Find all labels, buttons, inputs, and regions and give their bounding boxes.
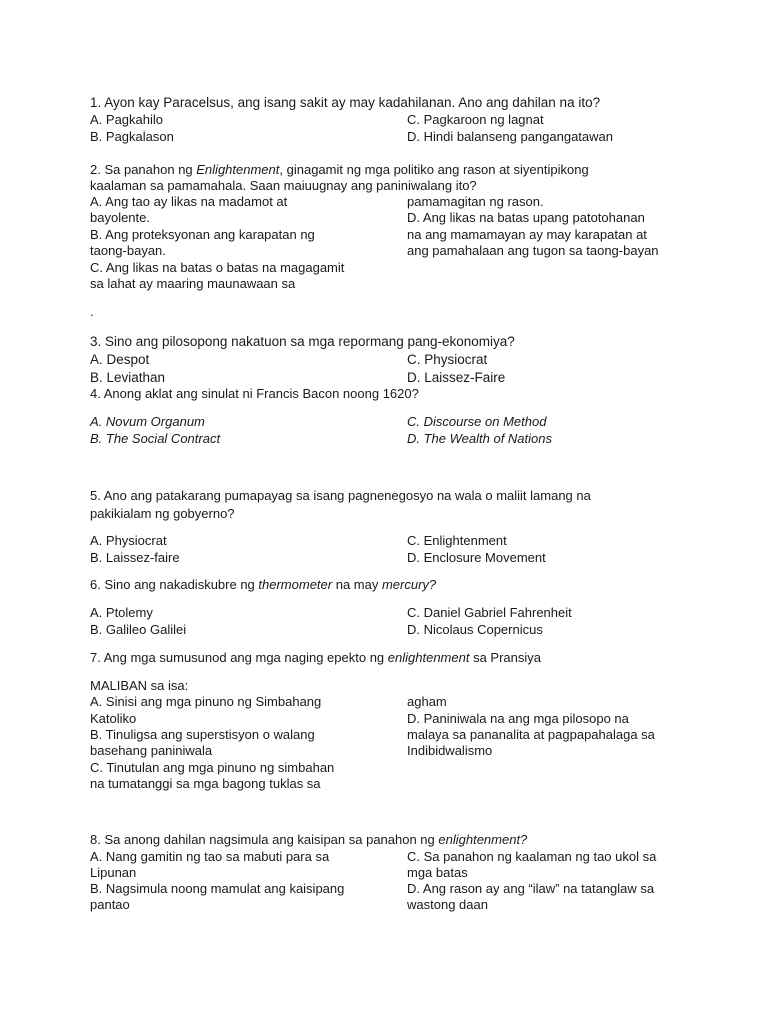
- q3-option-d: D. Laissez-Faire: [407, 370, 506, 385]
- q7-option-d-line3: Indibidwalismo: [407, 743, 493, 758]
- question-1-stem: 1. Ayon kay Paracelsus, ang isang sakit ay may kadahilanan. Ano ang dahilan na ito?: [90, 95, 601, 110]
- q7-stem-post: sa Pransiya: [469, 650, 541, 665]
- q2-option-c-line2: sa lahat ay maaring maunawaan sa: [90, 276, 296, 291]
- q1-option-a: A. Pagkahilo: [90, 112, 163, 127]
- q7-option-c-line2: na tumatanggi sa mga bagong tuklas sa: [90, 776, 321, 791]
- q7-stem-emphasis: enlightenment: [387, 650, 470, 665]
- q3-option-a: A. Despot: [90, 352, 150, 367]
- question-5-stem: 5. Ano ang patakarang pumapayag sa isang pagnenegosyo na wala o maliit lamang na: [90, 488, 591, 503]
- q6-option-b: B. Galileo Galilei: [90, 622, 187, 637]
- q1-option-d: D. Hindi balanseng pangangatawan: [407, 129, 613, 144]
- q7-option-b-line2: basehang paniniwala: [90, 743, 213, 758]
- q8-option-c-line2: mga batas: [407, 865, 468, 880]
- q7-option-a-line2: Katoliko: [90, 711, 137, 726]
- q2-stem-pre: 2. Sa panahon ng: [90, 162, 197, 177]
- q4-option-d: D. The Wealth of Nations: [407, 431, 552, 446]
- q5-option-a: A. Physiocrat: [90, 533, 167, 548]
- q2-stem-post: , ginagamit ng mga politiko ang rason at siyentipikong: [279, 162, 589, 177]
- q8-option-b-line1: B. Nagsimula noong mamulat ang kaisipang: [90, 881, 345, 896]
- question-6-stem: [90, 577, 436, 593]
- question-7-stem: [90, 650, 541, 666]
- q7-option-d-line1: D. Paniniwala na ang mga pilosopo na: [407, 711, 629, 726]
- q2-option-b-line1: B. Ang proteksyonan ang karapatan ng: [90, 227, 315, 242]
- q3-option-c: C. Physiocrat: [407, 352, 488, 367]
- question-4-stem: 4. Anong aklat ang sinulat ni Francis Bacon noong 1620?: [90, 386, 419, 401]
- q5-option-d: D. Enclosure Movement: [407, 550, 546, 565]
- q5-option-c: C. Enlightenment: [407, 533, 507, 548]
- q6-option-c: C. Daniel Gabriel Fahrenheit: [407, 605, 572, 620]
- q4-option-c: C. Discourse on Method: [407, 414, 547, 429]
- q6-stem-mid: na may: [332, 577, 382, 592]
- q2-option-c-line3: pamamagitan ng rason.: [407, 194, 544, 209]
- q2-option-b-line2: taong-bayan.: [90, 243, 166, 258]
- question-2-stem: [90, 162, 589, 178]
- question-8-stem: [90, 832, 527, 848]
- question-3-stem: 3. Sino ang pilosopong nakatuon sa mga repormang pang-ekonomiya?: [90, 334, 515, 349]
- q7-option-b-line1: B. Tinuligsa ang superstisyon o walang: [90, 727, 315, 742]
- q2-option-d-line1: D. Ang likas na batas upang patotohanan: [407, 210, 645, 225]
- q7-option-c-line1: C. Tinutulan ang mga pinuno ng simbahan: [90, 760, 335, 775]
- q8-option-d-line2: wastong daan: [407, 897, 488, 912]
- q8-stem-emphasis: enlightenment?: [438, 832, 528, 847]
- stray-period: .: [90, 304, 94, 319]
- q6-stem-emphasis-1: thermometer: [258, 577, 333, 592]
- q8-option-c-line1: C. Sa panahon ng kaalaman ng tao ukol sa: [407, 849, 657, 864]
- q6-stem-pre: 6. Sino ang nakadiskubre ng: [90, 577, 259, 592]
- q3-option-b: B. Leviathan: [90, 370, 166, 385]
- q2-option-a-line2: bayolente.: [90, 210, 150, 225]
- q7-stem-pre: 7. Ang mga sumusunod ang mga naging epekto ng: [90, 650, 388, 665]
- question-2-stem-line2: kaalaman sa pamamahala. Saan maiuugnay ang paniniwalang ito?: [90, 178, 477, 193]
- q2-option-d-line3: ang pamahalaan ang tugon sa taong-bayan: [407, 243, 659, 258]
- q4-option-b: B. The Social Contract: [90, 431, 221, 446]
- q8-option-a-line1: A. Nang gamitin ng tao sa mabuti para sa: [90, 849, 330, 864]
- q8-stem-pre: 8. Sa anong dahilan nagsimula ang kaisipan sa panahon ng: [90, 832, 439, 847]
- q1-option-b: B. Pagkalason: [90, 129, 174, 144]
- question-5-stem-line2: pakikialam ng gobyerno?: [90, 506, 235, 521]
- q6-stem-emphasis-2: mercury?: [381, 577, 437, 592]
- q4-option-a: A. Novum Organum: [90, 414, 205, 429]
- q7-option-c-line3: agham: [407, 694, 447, 709]
- q8-option-d-line1: D. Ang rason ay ang “ilaw” na tatanglaw sa: [407, 881, 655, 896]
- q6-option-d: D. Nicolaus Copernicus: [407, 622, 543, 637]
- q2-stem-emphasis: Enlightenment: [196, 162, 280, 177]
- q8-option-b-line2: pantao: [90, 897, 130, 912]
- q2-option-d-line2: na ang mamamayan ay may karapatan at: [407, 227, 647, 242]
- q6-option-a: A. Ptolemy: [90, 605, 153, 620]
- q8-option-a-line2: Lipunan: [90, 865, 137, 880]
- q7-option-a-line1: A. Sinisi ang mga pinuno ng Simbahang: [90, 694, 322, 709]
- q1-option-c: C. Pagkaroon ng lagnat: [407, 112, 544, 127]
- q5-option-b: B. Laissez-faire: [90, 550, 180, 565]
- question-7-stem-line2: MALIBAN sa isa:: [90, 678, 189, 693]
- q7-option-d-line2: malaya sa pananalita at pagpapahalaga sa: [407, 727, 655, 742]
- q2-option-a-line1: A. Ang tao ay likas na madamot at: [90, 194, 288, 209]
- q2-option-c-line1: C. Ang likas na batas o batas na magagamit: [90, 260, 345, 275]
